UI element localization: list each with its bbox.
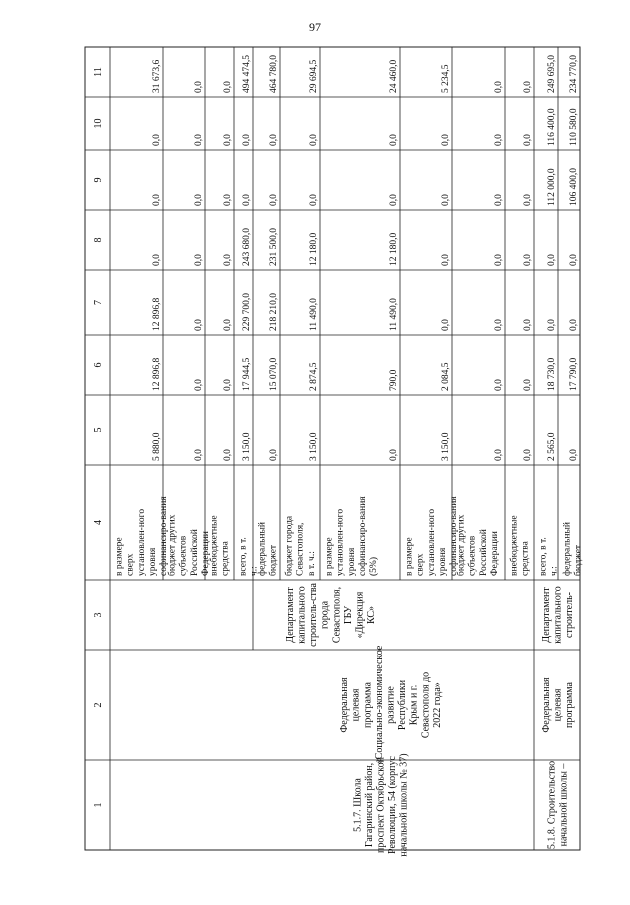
value-cell: 0,0	[441, 319, 451, 331]
value-cell: 0,0	[389, 194, 399, 206]
header-cell-9: 9	[93, 177, 104, 183]
value-cell: 12 180,0	[309, 232, 319, 266]
object-name-5-1-8: 5.1.8. Строительствоначальной школы –	[546, 760, 570, 850]
value-cell: 0,0	[242, 134, 252, 146]
header-cell-8: 8	[93, 237, 104, 243]
value-cell: 0,0	[223, 319, 233, 331]
value-cell: 0,0	[223, 81, 233, 93]
header-cell-3: 3	[93, 612, 104, 618]
executor-5-1-7: Департаменткапитальногостроитель-ствагородаСевастополя,ГБУ«ДирекцияКС»	[284, 583, 378, 647]
value-cell: 0,0	[194, 81, 204, 93]
funding-source-label: в размересверхустановлен-ногоуровнясофинансиро-вания	[114, 496, 169, 576]
funding-source-label: бюджет другихсубъектовРоссийскойФедерации	[167, 514, 211, 576]
value-cell: 0,0	[309, 194, 319, 206]
value-cell: 0,0	[494, 81, 504, 93]
value-cell: 0,0	[269, 449, 279, 461]
page-number: 97	[309, 20, 321, 34]
funding-source-label: бюджет городаСевастополя,в т. ч.:	[284, 515, 317, 576]
value-cell: 0,0	[194, 134, 204, 146]
value-cell: 112 000,0	[547, 168, 557, 206]
value-cell: 3 150,0	[242, 432, 252, 461]
value-cell: 116 400,0	[547, 108, 557, 146]
value-cell: 0,0	[152, 134, 162, 146]
value-cell: 0,0	[441, 134, 451, 146]
value-cell: 229 700,0	[242, 293, 252, 331]
value-cell: 0,0	[309, 134, 319, 146]
value-cell: 15 070,0	[269, 357, 279, 391]
value-cell: 234 770,0	[569, 55, 579, 93]
header-cell-1: 1	[93, 802, 104, 808]
value-cell: 0,0	[194, 319, 204, 331]
value-cell: 0,0	[547, 319, 557, 331]
funding-source-label: всего, в т.ч.:	[238, 537, 260, 576]
value-cell: 249 695,0	[547, 55, 557, 93]
object-name-5-1-7: 5.1.7. ШколаГагаринский район,проспект ОктябрьскойРеволюции, 54 (корпусначальной школы № 37)	[352, 753, 410, 857]
value-cell: 0,0	[152, 194, 162, 206]
value-cell: 3 150,0	[441, 432, 451, 461]
funding-source-label: в размересверхустановлен-ногоуровнясофинансиро-вания	[404, 496, 459, 576]
value-cell: 11 490,0	[389, 298, 399, 331]
value-cell: 0,0	[223, 379, 233, 391]
header-cell-4: 4	[93, 520, 104, 525]
value-cell: 0,0	[194, 254, 204, 266]
value-cell: 0,0	[523, 194, 533, 206]
value-cell: 0,0	[547, 254, 557, 266]
header-cell-7: 7	[93, 300, 104, 305]
value-cell: 0,0	[441, 194, 451, 206]
value-cell: 0,0	[523, 319, 533, 331]
header-cell-5: 5	[93, 427, 104, 433]
value-cell: 0,0	[223, 194, 233, 206]
value-cell: 0,0	[523, 81, 533, 93]
value-cell: 0,0	[194, 379, 204, 391]
funding-source-label: в размереустановлен-ногоуровнясофинансиро-вания(5%)	[324, 496, 379, 576]
value-cell: 0,0	[569, 319, 579, 331]
value-cell: 243 680,0	[242, 228, 252, 266]
value-cell: 0,0	[494, 449, 504, 461]
value-cell: 3 150,0	[309, 432, 319, 461]
value-cell: 11 490,0	[309, 298, 319, 331]
value-cell: 0,0	[494, 254, 504, 266]
value-cell: 0,0	[494, 134, 504, 146]
value-cell: 0,0	[494, 194, 504, 206]
value-cell: 110 580,0	[569, 108, 579, 146]
value-cell: 231 500,0	[269, 228, 279, 266]
value-cell: 0,0	[494, 319, 504, 331]
value-cell: 0,0	[152, 254, 162, 266]
value-cell: 0,0	[523, 134, 533, 146]
value-cell: 31 673,6	[152, 59, 162, 93]
funding-source-label: бюджет другихсубъектовРоссийскойФедерации	[456, 514, 500, 576]
program-name-5-1-7: Федеральнаяцелеваяпрограмма«Социально-экономическоеразвитиеРеспубликиКрым и г.Севастополя до2022 года»	[339, 645, 443, 765]
executor-5-1-8: Департаменткапитальногостроитель-	[540, 586, 576, 644]
value-cell: 0,0	[269, 134, 279, 146]
value-cell: 17 790,0	[569, 357, 579, 391]
value-cell: 12 896,8	[152, 357, 162, 391]
value-cell: 18 730,0	[547, 357, 557, 391]
funding-source-label: внебюджетныесредства	[209, 515, 231, 576]
value-cell: 464 780,0	[269, 55, 279, 93]
value-cell: 0,0	[389, 449, 399, 461]
value-cell: 0,0	[569, 449, 579, 461]
value-cell: 5 234,5	[441, 64, 451, 93]
value-cell: 0,0	[494, 379, 504, 391]
value-cell: 218 210,0	[269, 293, 279, 331]
program-name-5-1-8: Федеральнаяцелеваяпрограмма	[540, 677, 576, 733]
value-cell: 0,0	[269, 194, 279, 206]
value-cell: 0,0	[242, 194, 252, 206]
value-cell: 0,0	[523, 449, 533, 461]
header-cell-10: 10	[93, 118, 104, 129]
value-cell: 790,0	[389, 369, 399, 391]
value-cell: 24 460,0	[389, 59, 399, 93]
value-cell: 0,0	[569, 254, 579, 266]
header-cell-6: 6	[93, 362, 104, 368]
value-cell: 29 694,5	[309, 59, 319, 93]
value-cell: 0,0	[523, 254, 533, 266]
value-cell: 0,0	[523, 379, 533, 391]
value-cell: 12 180,0	[389, 232, 399, 266]
header-cell-11: 11	[93, 67, 104, 77]
value-cell: 0,0	[223, 254, 233, 266]
value-cell: 0,0	[223, 449, 233, 461]
value-cell: 494 474,5	[242, 55, 252, 93]
value-cell: 5 880,0	[152, 432, 162, 461]
value-cell: 0,0	[441, 254, 451, 266]
value-cell: 2 565,0	[547, 432, 557, 461]
value-cell: 17 944,5	[242, 357, 252, 391]
value-cell: 0,0	[194, 449, 204, 461]
value-cell: 2 084,5	[441, 362, 451, 391]
funding-source-label: федеральныйбюджет	[257, 522, 279, 576]
funding-source-label: всего, в т.ч.:	[538, 537, 560, 576]
header-cell-2: 2	[93, 702, 104, 708]
value-cell: 106 400,0	[569, 168, 579, 206]
value-cell: 0,0	[223, 134, 233, 146]
value-cell: 0,0	[389, 134, 399, 146]
funding-source-label: внебюджетныесредства	[509, 515, 531, 576]
value-cell: 12 896,8	[152, 297, 162, 331]
value-cell: 0,0	[194, 194, 204, 206]
value-cell: 2 874,5	[309, 362, 319, 391]
funding-source-label: федеральныйбюджет	[562, 522, 584, 576]
